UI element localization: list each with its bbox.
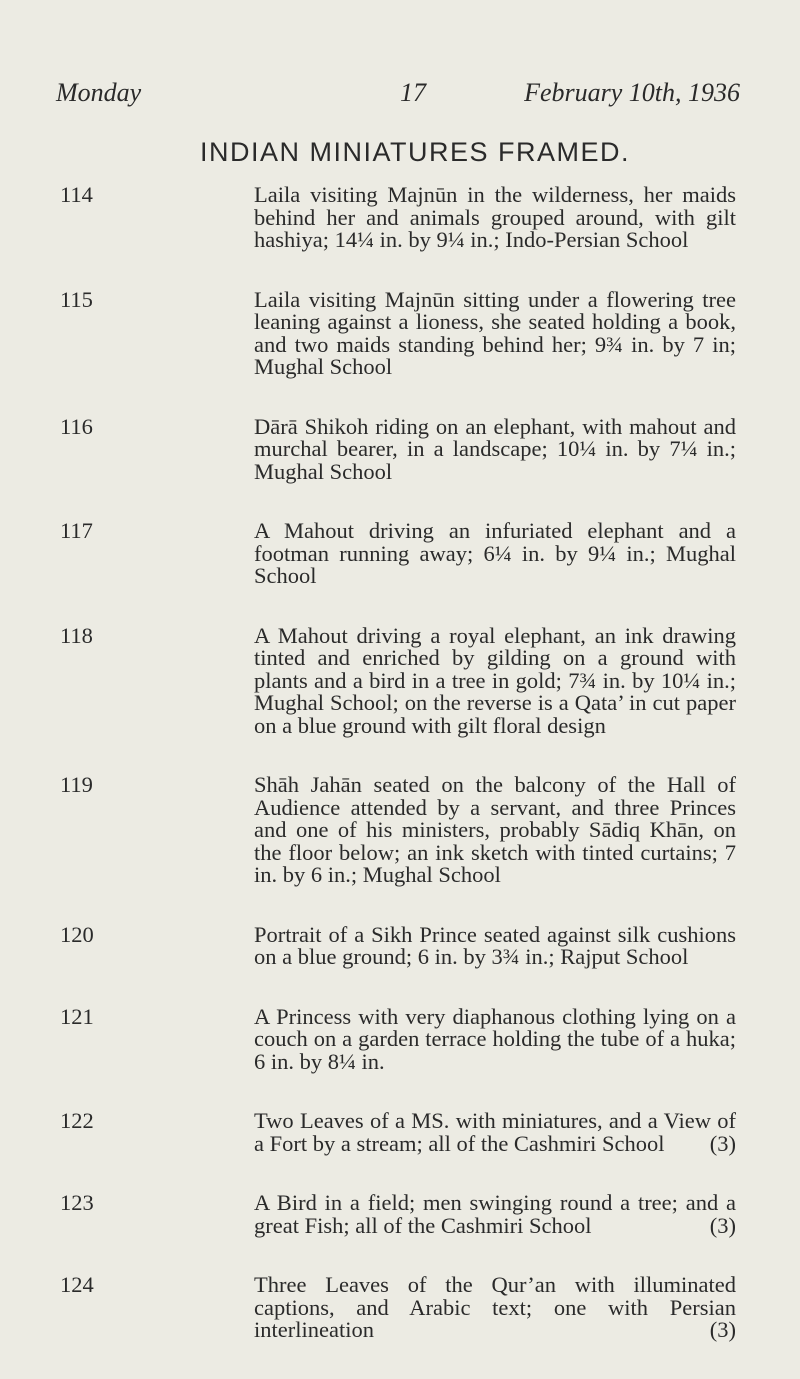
lot-quantity: (3): [709, 1317, 736, 1342]
lot-number: 120: [60, 921, 94, 947]
lot-description: Laila visiting Majnūn in the wilderness, her maids behind her and animals grouped around, with gilt hashiya; 14¼ in. by 9¼ in.; Indo-Persian School: [254, 182, 736, 252]
lot-item: [60, 184, 736, 252]
lot-description: Dārā Shikoh riding on an elephant, with mahout and murchal bearer, in a landscape; 10¼ in. by 7¼ in.; Mughal School: [254, 413, 736, 484]
page-number: 17: [400, 78, 426, 107]
lot-description: Three Leaves of the Qur’an with illuminated captions, and Arabic text; one with Persian interlineation: [254, 1272, 736, 1342]
lot-quantity: (3): [709, 1130, 736, 1156]
lot-item: [60, 1192, 736, 1237]
header-day: Monday: [56, 78, 142, 107]
lot-item: [60, 1274, 736, 1342]
lot-number: 119: [60, 772, 93, 797]
lot-description: A Bird in a field; men swinging round a tree; and a great Fish; all of the Cashmiri School: [254, 1190, 736, 1238]
header-date: February 10th, 1936: [524, 78, 740, 107]
lot-number: 124: [60, 1272, 94, 1297]
section-title: INDIAN MINIATURES FRAMED.: [199, 137, 630, 167]
lot-item: [60, 413, 736, 484]
lot-description: Portrait of a Sikh Prince seated against silk cushions on a blue ground; 6 in. by 3¾ in.; Rajput School: [254, 921, 736, 969]
lot-item: [60, 622, 736, 738]
lot-number: 116: [60, 413, 93, 439]
lot-number: 123: [60, 1190, 94, 1215]
page-header: [56, 78, 740, 118]
lot-number: 122: [60, 1108, 94, 1133]
lot-number: 118: [60, 622, 93, 648]
lot-description: Laila visiting Majnūn sitting under a flowering tree leaning against a lioness, she seated holding a book, and two maids standing behind her; 9¾ in. by 7 in; Mughal School: [254, 286, 736, 379]
lot-item: [60, 921, 736, 969]
lot-number: 117: [60, 518, 93, 543]
lot-description: Two Leaves of a MS. with miniatures, and a View of a Fort by a stream; all of the Cashmiri School: [254, 1108, 736, 1156]
lot-description: Shāh Jahān seated on the balcony of the Hall of Audience attended by a servant, and three Princes and one of his ministers, probably Sādiq Khān, on the floor below; an ink sketch with tinted curtains; 7 in. by 6 in.; Mughal School: [254, 772, 736, 887]
lot-description: A Mahout driving an infuriated elephant and a footman running away; 6¼ in. by 9¼ in.; Mughal School: [254, 518, 736, 588]
lot-number: 121: [60, 1003, 94, 1029]
lot-item: [60, 520, 736, 588]
lot-number: 114: [60, 182, 93, 207]
lot-number: 115: [60, 286, 93, 312]
lot-item: [60, 1003, 736, 1074]
lot-item: [60, 1110, 736, 1155]
lot-description: A Princess with very diaphanous clothing lying on a couch on a garden terrace holding the tube of a huka; 6 in. by 8¼ in.: [254, 1003, 736, 1074]
lot-quantity: (3): [709, 1212, 736, 1238]
lot-item: [60, 286, 736, 379]
lot-description: A Mahout driving a royal elephant, an ink drawing tinted and enriched by gilding on a ground with plants and a bird in a tree in gold; 7¾ in. by 10¼ in.; Mughal School; on the reverse is a Qata’ in cut paper on a blue ground with gilt floral design: [254, 622, 736, 738]
lot-list: [60, 184, 736, 1379]
lot-item: [60, 774, 736, 887]
